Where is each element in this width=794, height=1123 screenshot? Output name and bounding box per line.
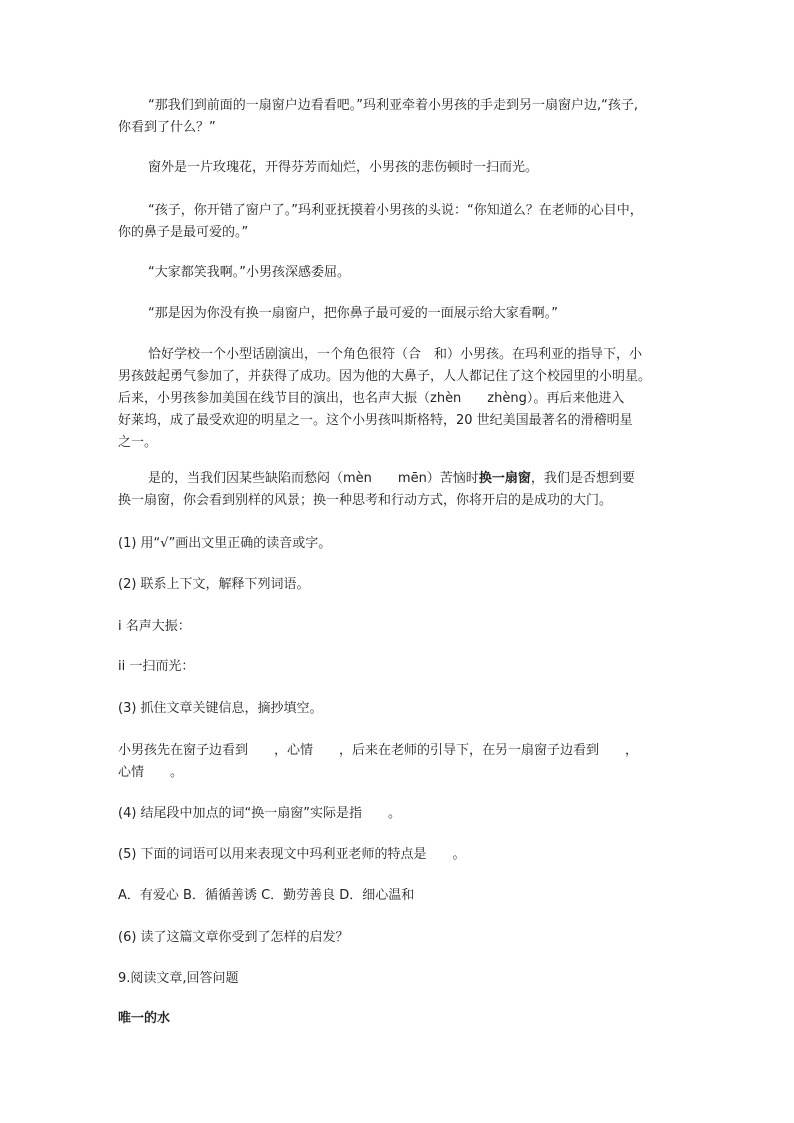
- paragraph-line: 男孩鼓起勇气参加了，并获得了成功。因为他的大鼻子，人人都记住了这个校园里的小明星。: [118, 369, 652, 384]
- paragraph-line: 之一。: [118, 435, 158, 450]
- question-3: (3) 抓住文章关键信息，摘抄填空。: [118, 701, 323, 716]
- question-2-item-ii: ii 一扫而光：: [118, 659, 195, 674]
- question-3-fill-line: 心情 。: [118, 765, 184, 780]
- paragraph-line: “那我们到前面的一扇窗户边看看吧。”玛利亚牵着小男孩的手走到另一扇窗户边,“孩子,: [148, 98, 638, 113]
- paragraph-line: 你看到了什么？”: [118, 120, 216, 135]
- paragraph-line: “孩子，你开错了窗户了。”玛利亚抚摸着小男孩的头说：“你知道么？在老师的心目中，: [148, 203, 643, 218]
- paragraph-line: “大家都笑我啊。”小男孩深感委屈。: [148, 265, 350, 280]
- question-4: (4) 结尾段中加点的词“换一扇窗”实际是指 。: [118, 806, 402, 821]
- paragraph-line: 恰好学校一个小型话剧演出，一个角色很符（合 和）小男孩。在玛利亚的指导下，小: [148, 347, 643, 362]
- paragraph-text: ，我们是否想到要: [530, 471, 635, 486]
- emphasized-phrase: 换一扇窗: [478, 471, 531, 486]
- question-2: (2) 联系上下文，解释下列词语。: [118, 577, 310, 592]
- paragraph-line: 后来，小男孩参加美国在线节目的演出，也名声大振（zhèn zhèng）。再后来他进入: [118, 391, 625, 406]
- section-heading: 9.阅读文章,回答问题: [118, 971, 239, 986]
- paragraph-line: 窗外是一片玫瑰花，开得芬芳而灿烂，小男孩的悲伤顿时一扫而光。: [148, 160, 539, 175]
- paragraph-line: “那是因为你没有换一扇窗户，把你鼻子最可爱的一面展示给大家看啊。”: [148, 306, 558, 321]
- paragraph-text: 是的，当我们因某些缺陷而愁闷（mèn mēn）苦恼时: [148, 471, 479, 486]
- question-5-options: A．有爱心 B．循循善诱 C．勤劳善良 D．细心温和: [118, 888, 415, 903]
- article-title: 唯一的水: [118, 1011, 171, 1026]
- paragraph-line: 好莱坞，成了最受欢迎的明星之一。这个小男孩叫斯格特，20 世纪美国最著名的滑稽明星: [118, 413, 633, 428]
- question-2-item-i: i 名声大振：: [118, 619, 191, 634]
- question-1: (1) 用“√”画出文里正确的读音或字。: [118, 536, 332, 551]
- question-5: (5) 下面的词语可以用来表现文中玛利亚老师的特点是 。: [118, 847, 466, 862]
- paragraph-line: 你的鼻子是最可爱的。”: [118, 225, 249, 240]
- paragraph-line: 换一扇窗，你会看到别样的风景；换一种思考和行动方式，你将开启的是成功的大门。: [118, 493, 613, 508]
- question-6: (6) 读了这篇文章你受到了怎样的启发？: [118, 930, 349, 945]
- paragraph-line: [148, 470, 635, 488]
- question-3-fill-line: 小男孩先在窗子边看到 ，心情 ，后来在老师的引导下，在另一扇窗子边看到 ，: [118, 743, 639, 758]
